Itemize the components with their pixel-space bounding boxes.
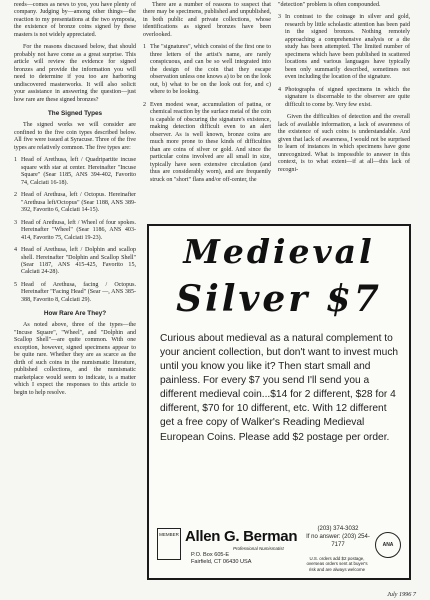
phone-2: If no answer: (203) 254-7177 <box>306 533 370 548</box>
item-number: 3 <box>14 219 18 226</box>
section-heading-signed-types: The Signed Types <box>47 110 103 118</box>
paragraph: Given the difficulties of detection and the overall lack of available information, a lack of awareness of the existence of such coins is understandable. And given that lack of awareness, I would not be surprised to learn of instances in which specimens have gone unrecognized. What is impossible to answer in this context, is to what extent—if at all—this lack of recogni- <box>278 114 410 173</box>
item-number: 1 <box>14 157 18 164</box>
item-number: 5 <box>14 281 18 288</box>
item-text: Head of Arethusa, left / Wheel of four spokes. Hereinafter "Wheel" (Sear 1186, ANS 403-414, Favorito 75, Calciati 19-23). <box>21 219 136 241</box>
address-line-1: P.O. Box 605-E <box>191 552 230 558</box>
section-heading-how-rare: How Rare Are They? <box>43 310 107 318</box>
dealer-name: Allen G. Berman <box>185 528 298 545</box>
phone-1: (203) 374-3032 <box>317 526 359 532</box>
item-number: 2 <box>14 192 18 199</box>
list-item <box>14 192 136 214</box>
item-text: Photographs of signed specimens in which the signature is discernable to the observer are quite difficult to come by. Very few exist. <box>285 86 410 108</box>
dealer-phones <box>303 526 373 549</box>
item-text: Head of Arethusa, left / Octopus. Hereinafter "Arethusa left/Octopus" (Sear 1188, ANS 389-392, Favorito 6, Calciati 14-15). <box>21 192 136 214</box>
intro-paragraph: reeds—comes as news to you, you have plenty of company. Judging by—among other things—the reaction to my presentations at the two symposia, the existence of bronze coins signed by these masters is not widely appreciated. <box>14 2 136 38</box>
paragraph: The signed works we will consider are confined to the five coin types described below. All five were issued at Syracuse. Three of the five types are relatively common. The five types are: <box>14 122 136 151</box>
paragraph: "detection" problem is often compounded. <box>278 2 381 8</box>
list-item <box>14 247 136 277</box>
address-line-2: Fairfield, CT 06430 USA <box>191 559 252 566</box>
item-text: Head of Arethusa, left / Quadripartite incuse square with star at center. Hereinafter "Incuse Square" (Sear 1185, ANS 394-402, Favorito 74, Calciati 16-18). <box>21 157 136 186</box>
advertisement <box>147 224 411 580</box>
dealer-address <box>191 552 252 567</box>
article-column-2 <box>143 2 271 189</box>
item-number: 1 <box>143 44 147 51</box>
item-text: Head of Arethusa, left / Dolphin and scallop shell. Hereinafter "Dolphin and Scallop Shell" (Sear 1187, ANS 415-425, Favorito 15, Calciati 24-28). <box>21 247 136 276</box>
item-number: 4 <box>278 86 282 93</box>
item-number: 2 <box>143 101 147 108</box>
item-text: In contrast to the coinage in silver and gold, research by little scholastic attention has been paid in the signed bronzes. Nothing remotely approaching a comprehensive analysis or a die study has been attempted. The limited number of specimens which have been published in scattered locations and various languages have typically been only summarily described, sometimes not even including the location of the signature. <box>285 14 410 81</box>
dealer-subtitle: Professional Numismatist <box>233 546 284 551</box>
ad-contact <box>155 522 403 572</box>
item-text: The "signatures", which consist of the first one to three letters of the artist's name, are rarely conspicuous, and can be so well integrated into the design of the coin that they escape observation unless one knows a) to be on the look out, b) what to be on the look out for, and c) where to be looking. <box>150 44 271 96</box>
item-text: Even modest wear, accumulation of patina, or chemical reaction by the surface metal of the coin is capable of obscuring the signature's existence, making detection difficult even to an alert observer. As is well known, bronze coins are much more prone to these kinds of difficulties than are coins of silver or gold. And since the particular coins involved are all small in size, typically have seen extensive circulation (and thus are considerably worn), and are frequently struck on "short" flans and/or off-center, the <box>150 101 271 183</box>
note-line: U.S. orders add $2 postage, <box>309 556 365 561</box>
item-text: Head of Arethusa, facing / Octopus. Hereinafter "Facing Head" (Sear —, ANS 385-388, Favorito 8, Calciati 29). <box>21 281 136 303</box>
list-item <box>14 157 136 187</box>
paragraph: As noted above, three of the types—the "Incuse Square", "Wheel", and "Dolphin and Scallop Shell"—are quite common. With one exception, however, signed specimens appear to be quite rare. Whether they are as scarce as the dirth of such coins in the numismatic literature, published collections, and the numismatic marketplace would seem to indicate, is a matter which I expect the responses to this article to begin to help resolve. <box>14 322 136 396</box>
paragraph: For the reasons discussed below, that should probably not have come as a great surprise. This article will review the evidence for signed bronzes and provide the information you will need to determine if you too are harboring undiscovered masterworks. It will also solicit your assistance in answering the question—just how rare are these signed bronzes? <box>14 44 136 103</box>
ad-body <box>160 332 401 445</box>
shipping-notes <box>305 556 369 572</box>
list-item <box>143 102 271 184</box>
note-line: risk and are always welcome <box>308 566 366 572</box>
article-column-1 <box>14 2 136 402</box>
note-line: overseas orders sent at buyer's <box>306 561 368 567</box>
list-item <box>278 87 410 109</box>
list-item <box>14 282 136 304</box>
list-item <box>14 220 136 242</box>
ad-title-price: Silver $7 <box>176 278 382 320</box>
dealer-logo-icon: MEMBER <box>157 528 181 560</box>
page-footer: July 1996 7 <box>387 591 416 598</box>
item-number: 4 <box>14 247 18 254</box>
ad-title-medieval: Medieval <box>183 232 375 271</box>
ad-body-text: Curious about medieval as a natural complement to your ancient collection, but don't want to invest much until you know you like it? Then start small and painless. For every $7 you send I'll send you a different medieval coin...$14 for 2 different, $28 for 4 different, $70 for 10 different, etc. With 12 different get a free copy of Walker's Reading Medieval European Coins. Please add $2 postage per order. <box>160 333 399 443</box>
list-item <box>143 44 271 96</box>
article-column-3 <box>278 2 410 179</box>
list-item <box>278 14 410 81</box>
coin-type-list <box>14 157 136 304</box>
ana-seal-icon: ANA <box>375 532 401 558</box>
item-number: 3 <box>278 14 282 21</box>
paragraph: There are a number of reasons to suspect that there may be specimens, published and unpublished, in both public and private collections, whose identifications as signed bronzes have been overlooked. <box>143 2 271 38</box>
